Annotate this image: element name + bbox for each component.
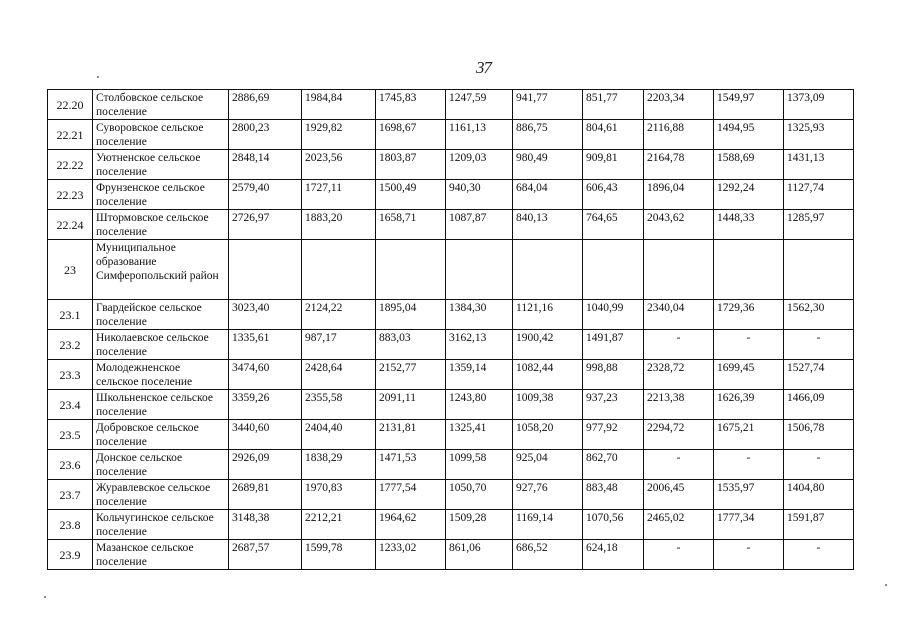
value-cell: 1562,30 — [784, 300, 854, 330]
value-cell: 1591,87 — [784, 510, 854, 540]
table-row — [48, 360, 854, 390]
value-cell: 1699,45 — [714, 360, 784, 390]
value-cell: - — [784, 330, 854, 360]
value-cell: 2428,64 — [302, 360, 376, 390]
value-cell: 1506,78 — [784, 420, 854, 450]
row-number-cell: 23.3 — [48, 360, 93, 390]
table-row — [48, 180, 854, 210]
value-cell: 937,23 — [583, 390, 644, 420]
table-row — [48, 420, 854, 450]
value-cell: 1285,97 — [784, 210, 854, 240]
value-cell: 3162,13 — [446, 330, 513, 360]
value-cell: 1838,29 — [302, 450, 376, 480]
value-cell: 1745,83 — [376, 90, 446, 120]
value-cell: 851,77 — [583, 90, 644, 120]
value-cell: - — [644, 330, 714, 360]
row-number-cell: 23.4 — [48, 390, 93, 420]
value-cell: 1292,24 — [714, 180, 784, 210]
row-number-cell: 23.2 — [48, 330, 93, 360]
value-cell: 987,17 — [302, 330, 376, 360]
settlement-name-cell: Молодежненское сельское поселение — [93, 360, 229, 390]
settlement-name-cell: Кольчугинское сельское поселение — [93, 510, 229, 540]
value-cell: 1431,13 — [784, 150, 854, 180]
value-cell: 1494,95 — [714, 120, 784, 150]
scan-speck — [885, 584, 887, 586]
value-cell: 1471,53 — [376, 450, 446, 480]
value-cell: 998,88 — [583, 360, 644, 390]
value-cell: 1896,04 — [644, 180, 714, 210]
value-cell: 2465,02 — [644, 510, 714, 540]
value-cell: 1984,84 — [302, 90, 376, 120]
value-cell: 1527,74 — [784, 360, 854, 390]
value-cell: 1404,80 — [784, 480, 854, 510]
value-cell: 1161,13 — [446, 120, 513, 150]
value-cell: 1247,59 — [446, 90, 513, 120]
value-cell: 2091,11 — [376, 390, 446, 420]
table-row — [48, 120, 854, 150]
value-cell: 925,04 — [513, 450, 583, 480]
value-cell: 2164,78 — [644, 150, 714, 180]
value-cell: 1626,39 — [714, 390, 784, 420]
value-cell: 2328,72 — [644, 360, 714, 390]
value-cell: 3148,38 — [229, 510, 302, 540]
value-cell: 2355,58 — [302, 390, 376, 420]
value-cell: 2006,45 — [644, 480, 714, 510]
value-cell: 1727,11 — [302, 180, 376, 210]
value-cell: - — [784, 540, 854, 570]
value-cell: 1099,58 — [446, 450, 513, 480]
table-row — [48, 150, 854, 180]
value-cell: - — [784, 450, 854, 480]
value-cell: - — [644, 450, 714, 480]
settlement-name-cell: Николаевское сельское поселение — [93, 330, 229, 360]
value-cell: 2340,04 — [644, 300, 714, 330]
value-cell: 2023,56 — [302, 150, 376, 180]
value-cell: 861,06 — [446, 540, 513, 570]
value-cell — [302, 240, 376, 300]
value-cell — [229, 240, 302, 300]
page-number: 37 — [476, 58, 491, 77]
value-cell: 1359,14 — [446, 360, 513, 390]
value-cell: 1777,54 — [376, 480, 446, 510]
value-cell: - — [714, 330, 784, 360]
value-cell: 886,75 — [513, 120, 583, 150]
value-cell: 606,43 — [583, 180, 644, 210]
value-cell: 2131,81 — [376, 420, 446, 450]
value-cell: 3440,60 — [229, 420, 302, 450]
value-cell: 1698,67 — [376, 120, 446, 150]
table-row — [48, 330, 854, 360]
value-cell: - — [644, 540, 714, 570]
settlement-name-cell: Школьненское сельское поселение — [93, 390, 229, 420]
table-row — [48, 210, 854, 240]
settlement-name-cell: Журавлевское сельское поселение — [93, 480, 229, 510]
value-cell: 1050,70 — [446, 480, 513, 510]
tariff-table — [47, 89, 854, 570]
value-cell: 1675,21 — [714, 420, 784, 450]
value-cell: 1169,14 — [513, 510, 583, 540]
value-cell: 1009,38 — [513, 390, 583, 420]
value-cell: 1087,87 — [446, 210, 513, 240]
value-cell: 1384,30 — [446, 300, 513, 330]
value-cell: 1588,69 — [714, 150, 784, 180]
value-cell: 2886,69 — [229, 90, 302, 120]
value-cell: - — [714, 540, 784, 570]
value-cell: 909,81 — [583, 150, 644, 180]
value-cell: 1127,74 — [784, 180, 854, 210]
row-number-cell: 22.24 — [48, 210, 93, 240]
value-cell: 3474,60 — [229, 360, 302, 390]
value-cell: 2116,88 — [644, 120, 714, 150]
value-cell: 977,92 — [583, 420, 644, 450]
table-row — [48, 540, 854, 570]
value-cell — [446, 240, 513, 300]
value-cell: 1599,78 — [302, 540, 376, 570]
row-number-cell: 23.9 — [48, 540, 93, 570]
value-cell: 1373,09 — [784, 90, 854, 120]
value-cell: 883,03 — [376, 330, 446, 360]
row-number-cell: 23.7 — [48, 480, 93, 510]
row-number-cell: 23.5 — [48, 420, 93, 450]
value-cell: 1535,97 — [714, 480, 784, 510]
value-cell: 883,48 — [583, 480, 644, 510]
value-cell — [376, 240, 446, 300]
value-cell — [583, 240, 644, 300]
value-cell: 2203,34 — [644, 90, 714, 120]
row-number-cell: 23 — [48, 240, 93, 300]
settlement-name-cell: Донское сельское поселение — [93, 450, 229, 480]
value-cell: 2213,38 — [644, 390, 714, 420]
scan-speck — [44, 596, 46, 598]
value-cell: 764,65 — [583, 210, 644, 240]
value-cell — [784, 240, 854, 300]
table-row — [48, 90, 854, 120]
table-row — [48, 390, 854, 420]
value-cell: 1209,03 — [446, 150, 513, 180]
row-number-cell: 22.21 — [48, 120, 93, 150]
settlement-name-cell: Уютненское сельское поселение — [93, 150, 229, 180]
value-cell: 686,52 — [513, 540, 583, 570]
row-number-cell: 23.1 — [48, 300, 93, 330]
value-cell: 2152,77 — [376, 360, 446, 390]
value-cell: 1335,61 — [229, 330, 302, 360]
value-cell — [644, 240, 714, 300]
value-cell: 1040,99 — [583, 300, 644, 330]
value-cell: 2294,72 — [644, 420, 714, 450]
value-cell: 940,30 — [446, 180, 513, 210]
value-cell: 1729,36 — [714, 300, 784, 330]
value-cell: 1549,97 — [714, 90, 784, 120]
value-cell: - — [714, 450, 784, 480]
value-cell: 2726,97 — [229, 210, 302, 240]
value-cell: 804,61 — [583, 120, 644, 150]
table-body — [48, 90, 854, 570]
value-cell: 941,77 — [513, 90, 583, 120]
value-cell: 2579,40 — [229, 180, 302, 210]
settlement-name-cell: Штормовское сельское поселение — [93, 210, 229, 240]
row-number-cell: 22.22 — [48, 150, 93, 180]
value-cell: 1233,02 — [376, 540, 446, 570]
value-cell: 927,76 — [513, 480, 583, 510]
value-cell: 1070,56 — [583, 510, 644, 540]
scan-speck — [97, 76, 99, 78]
value-cell: 1243,80 — [446, 390, 513, 420]
value-cell: 1466,09 — [784, 390, 854, 420]
value-cell: 1082,44 — [513, 360, 583, 390]
value-cell: 2404,40 — [302, 420, 376, 450]
settlement-name-cell: Мазанское сельское поселение — [93, 540, 229, 570]
table-row — [48, 450, 854, 480]
value-cell: 1325,41 — [446, 420, 513, 450]
settlement-name-cell: Добровское сельское поселение — [93, 420, 229, 450]
value-cell: 1491,87 — [583, 330, 644, 360]
table-row — [48, 480, 854, 510]
value-cell: 2043,62 — [644, 210, 714, 240]
value-cell: 1895,04 — [376, 300, 446, 330]
value-cell: 1777,34 — [714, 510, 784, 540]
settlement-name-cell: Фрунзенское сельское поселение — [93, 180, 229, 210]
value-cell: 1500,49 — [376, 180, 446, 210]
value-cell: 2848,14 — [229, 150, 302, 180]
value-cell: 624,18 — [583, 540, 644, 570]
table-row — [48, 240, 854, 300]
value-cell: 2800,23 — [229, 120, 302, 150]
table-row — [48, 510, 854, 540]
value-cell: 1448,33 — [714, 210, 784, 240]
value-cell: 2212,21 — [302, 510, 376, 540]
value-cell: 1929,82 — [302, 120, 376, 150]
settlement-name-cell: Суворовское сельское поселение — [93, 120, 229, 150]
row-number-cell: 23.8 — [48, 510, 93, 540]
settlement-name-cell: Муниципальное образование Симферопольский район — [93, 240, 229, 300]
row-number-cell: 22.23 — [48, 180, 93, 210]
value-cell: 1900,42 — [513, 330, 583, 360]
value-cell: 2687,57 — [229, 540, 302, 570]
value-cell: 1058,20 — [513, 420, 583, 450]
value-cell: 1964,62 — [376, 510, 446, 540]
settlement-name-cell: Гвардейское сельское поселение — [93, 300, 229, 330]
value-cell: 684,04 — [513, 180, 583, 210]
settlement-name-cell: Столбовское сельское поселение — [93, 90, 229, 120]
value-cell: 1883,20 — [302, 210, 376, 240]
value-cell: 1509,28 — [446, 510, 513, 540]
value-cell: 3359,26 — [229, 390, 302, 420]
value-cell: 1658,71 — [376, 210, 446, 240]
value-cell: 1970,83 — [302, 480, 376, 510]
value-cell: 2926,09 — [229, 450, 302, 480]
row-number-cell: 22.20 — [48, 90, 93, 120]
value-cell — [714, 240, 784, 300]
table-row — [48, 300, 854, 330]
value-cell: 980,49 — [513, 150, 583, 180]
row-number-cell: 23.6 — [48, 450, 93, 480]
value-cell: 1325,93 — [784, 120, 854, 150]
value-cell: 1121,16 — [513, 300, 583, 330]
value-cell: 2689,81 — [229, 480, 302, 510]
value-cell: 3023,40 — [229, 300, 302, 330]
value-cell: 862,70 — [583, 450, 644, 480]
value-cell: 2124,22 — [302, 300, 376, 330]
value-cell — [513, 240, 583, 300]
value-cell: 1803,87 — [376, 150, 446, 180]
value-cell: 840,13 — [513, 210, 583, 240]
